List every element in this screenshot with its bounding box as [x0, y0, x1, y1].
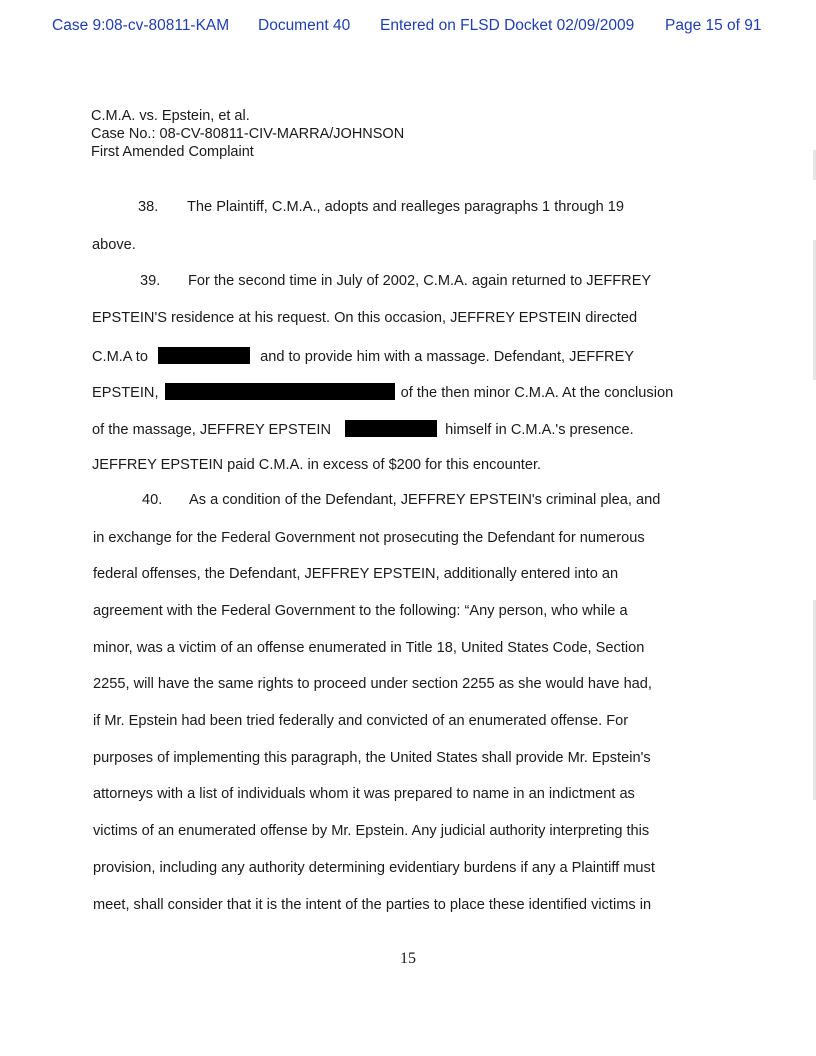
header-page-count: Page 15 of 91 — [665, 17, 762, 34]
paragraph-39-line-6: JEFFREY EPSTEIN paid C.M.A. in excess of $200 for this encounter. — [92, 457, 542, 473]
caption-parties: C.M.A. vs. Epstein, et al. — [91, 108, 250, 124]
paragraph-39-line-4 — [92, 383, 673, 401]
redaction-box — [158, 347, 250, 364]
paragraph-39-line-2: EPSTEIN'S residence at his request. On this occasion, JEFFREY EPSTEIN directed — [92, 310, 638, 326]
paragraph-40-line-12: meet, shall consider that it is the intent of the parties to place these identified victims in — [93, 897, 652, 913]
paragraph-38-line-1 — [187, 199, 717, 215]
paragraph-40-line-5: minor, was a victim of an offense enumerated in Title 18, United States Code, Section — [93, 640, 645, 656]
paragraph-40-line-3: federal offenses, the Defendant, JEFFREY EPSTEIN, additionally entered into an — [93, 566, 619, 582]
paragraph-38-line-2: above. — [92, 237, 136, 253]
page-number: 15 — [400, 950, 416, 967]
redaction-box — [165, 383, 395, 400]
text-segment: C.M.A to — [92, 349, 148, 365]
redaction-box — [345, 420, 437, 437]
case-caption — [91, 107, 404, 161]
text-segment: of the then minor C.M.A. At the conclusion — [400, 385, 674, 401]
text-segment: himself in C.M.A.'s presence. — [445, 422, 634, 438]
text-segment: of the massage, JEFFREY EPSTEIN — [92, 422, 331, 438]
paragraph-number: 40. — [142, 492, 163, 508]
paragraph-40-line-9: attorneys with a list of individuals whom it was prepared to name in an indictment as — [93, 786, 635, 802]
paragraph-40-line-2: in exchange for the Federal Government not prosecuting the Defendant for numerous — [93, 530, 645, 546]
paragraph-40-line-8: purposes of implementing this paragraph, the United States shall provide Mr. Epstein's — [93, 750, 651, 766]
paragraph-39-line-3 — [92, 347, 634, 365]
paragraph-number: 39. — [140, 273, 161, 289]
paragraph-40-line-10: victims of an enumerated offense by Mr. Epstein. Any judicial authority interpreting this — [93, 823, 650, 839]
paragraph-39-line-5 — [92, 420, 634, 438]
paragraph-number: 38. — [138, 199, 159, 215]
header-case-number: Case 9:08-cv-80811-KAM — [52, 17, 230, 34]
caption-case-number: Case No.: 08-CV-80811-CIV-MARRA/JOHNSON — [91, 126, 405, 142]
text-segment: EPSTEIN, — [92, 385, 159, 401]
paragraph-40-line-1: As a condition of the Defendant, JEFFREY EPSTEIN's criminal plea, and — [189, 492, 661, 508]
header-document-number: Document 40 — [258, 17, 351, 34]
paragraph-39-line-1: For the second time in July of 2002, C.M.A. again returned to JEFFREY — [188, 273, 652, 289]
caption-document-title: First Amended Complaint — [91, 144, 254, 160]
text-line: The Plaintiff, C.M.A., adopts and realleges paragraphs 1 through 19 — [187, 199, 625, 215]
paragraph-40-line-11: provision, including any authority determining evidentiary burdens if any a Plaintiff must — [93, 860, 655, 876]
paragraph-40-line-4: agreement with the Federal Government to the following: “Any person, who while a — [93, 603, 628, 619]
paragraph-40-line-6: 2255, will have the same rights to proceed under section 2255 as she would have had, — [93, 676, 652, 692]
text-segment: and to provide him with a massage. Defendant, JEFFREY — [260, 349, 635, 365]
header-entered-date: Entered on FLSD Docket 02/09/2009 — [380, 17, 635, 34]
paragraph-40-line-7: if Mr. Epstein had been tried federally and convicted of an enumerated offense. For — [93, 713, 629, 729]
